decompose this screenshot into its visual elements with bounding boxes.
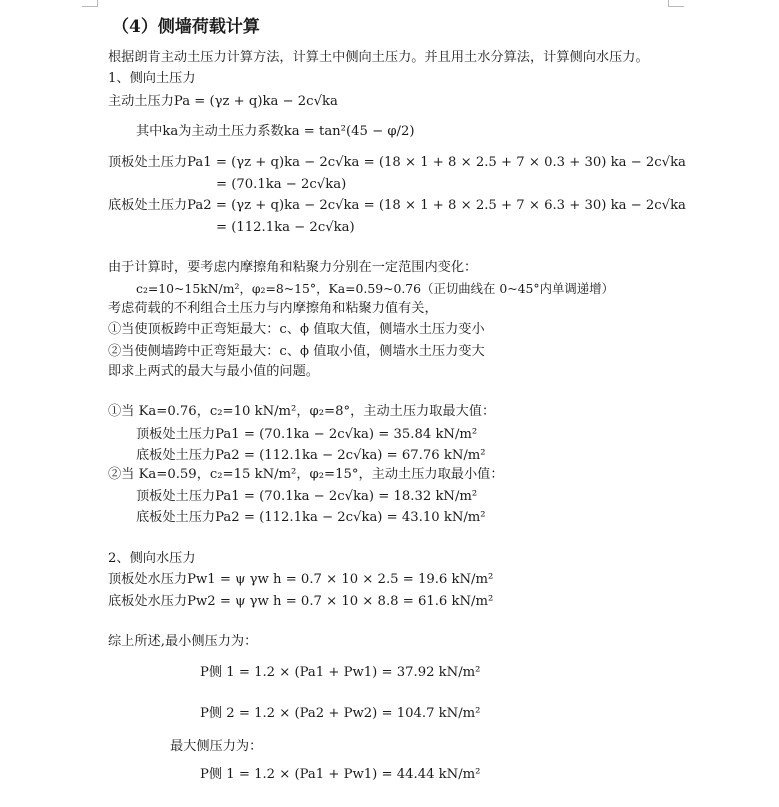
formula-ka: 其中ka为主动土压力系数ka = tan²(45 − φ/2) bbox=[136, 124, 415, 139]
paragraph-range: 由于计算时，要考虑内摩擦角和粘聚力分别在一定范围内变化： bbox=[108, 260, 478, 275]
paragraph-problem: 即求上两式的最大与最小值的问题。 bbox=[108, 364, 319, 379]
case-2-text: ②当使侧墙跨中正弯矩最大：c、ϕ 值取小值，侧墙水土压力变大 bbox=[108, 344, 485, 359]
summary-min-heading: 综上所述,最小侧压力为： bbox=[108, 634, 258, 649]
case-1-text: ①当使顶板跨中正弯矩最大：c、ϕ 值取大值，侧墙水土压力变小 bbox=[108, 322, 485, 337]
summary-p-side-max: P侧 1 = 1.2 × (Pa1 + Pw1) = 44.44 kN/m² bbox=[200, 767, 481, 782]
case-1-pa2: 底板处土压力Pa2 = (112.1ka − 2c√ka) = 67.76 kN/m² bbox=[136, 448, 486, 463]
formula-pa1-line1: 顶板处土压力Pa1 = (γz + q)ka − 2c√ka = (18 × 1 + 8 × 2.5 + 7 × 0.3 + 30) ka − 2c√ka bbox=[108, 155, 686, 170]
case-2-heading: ②当 Ka=0.59，c₂=15 kN/m²，φ₂=15°，主动土压力取最小值： bbox=[108, 467, 504, 482]
crop-mark-left-v bbox=[97, 0, 98, 7]
formula-active-pressure: 主动土压力Pa = (γz + q)ka − 2c√ka bbox=[108, 94, 338, 109]
crop-mark-left-h bbox=[82, 6, 98, 7]
case-1-heading: ①当 Ka=0.76，c₂=10 kN/m²，φ₂=8°，主动土压力取最大值： bbox=[108, 404, 496, 419]
heading-lateral-water: 2、侧向水压力 bbox=[108, 551, 196, 566]
case-1-pa1: 顶板处土压力Pa1 = (70.1ka − 2c√ka) = 35.84 kN/m² bbox=[136, 427, 478, 442]
formula-pa2-line2: = (112.1ka − 2c√ka) bbox=[216, 220, 355, 235]
water-pressure-top: 顶板处水压力Pw1 = ψ γw h = 0.7 × 10 × 2.5 = 19.6 kN/m² bbox=[108, 572, 494, 587]
paragraph-combination: 考虑荷载的不利组合土压力与内摩擦角和粘聚力值有关， bbox=[108, 301, 438, 316]
summary-p-side-1: P侧 1 = 1.2 × (Pa1 + Pw1) = 37.92 kN/m² bbox=[200, 665, 481, 680]
crop-mark-right-v bbox=[668, 0, 669, 7]
formula-pa1-line2: = (70.1ka − 2c√ka) bbox=[216, 177, 347, 192]
water-pressure-bottom: 底板处水压力Pw2 = ψ γw h = 0.7 × 10 × 8.8 = 61.6 kN/m² bbox=[108, 594, 494, 609]
intro-text: 根据朗肯主动土压力计算方法，计算土中侧向土压力。并且用土水分算法，计算侧向水压力。 bbox=[108, 50, 649, 65]
formula-pa2-line1: 底板处土压力Pa2 = (γz + q)ka − 2c√ka = (18 × 1 + 8 × 2.5 + 7 × 6.3 + 30) ka − 2c√ka bbox=[108, 198, 686, 213]
paragraph-params: c₂=10~15kN/m²，φ₂=8~15°，Ka=0.59~0.76（正切曲线在 0~45°内单调递增） bbox=[136, 281, 614, 296]
summary-max-heading: 最大侧压力为： bbox=[170, 739, 263, 754]
heading-lateral-soil: 1、侧向土压力 bbox=[108, 71, 196, 86]
case-2-pa1: 顶板处土压力Pa1 = (70.1ka − 2c√ka) = 18.32 kN/m² bbox=[136, 489, 478, 504]
case-2-pa2: 底板处土压力Pa2 = (112.1ka − 2c√ka) = 43.10 kN/m² bbox=[136, 510, 486, 525]
summary-p-side-2: P侧 2 = 1.2 × (Pa2 + Pw2) = 104.7 kN/m² bbox=[200, 706, 481, 721]
crop-mark-right-h bbox=[668, 6, 684, 7]
section-title: （4）侧墙荷载计算 bbox=[112, 17, 260, 37]
